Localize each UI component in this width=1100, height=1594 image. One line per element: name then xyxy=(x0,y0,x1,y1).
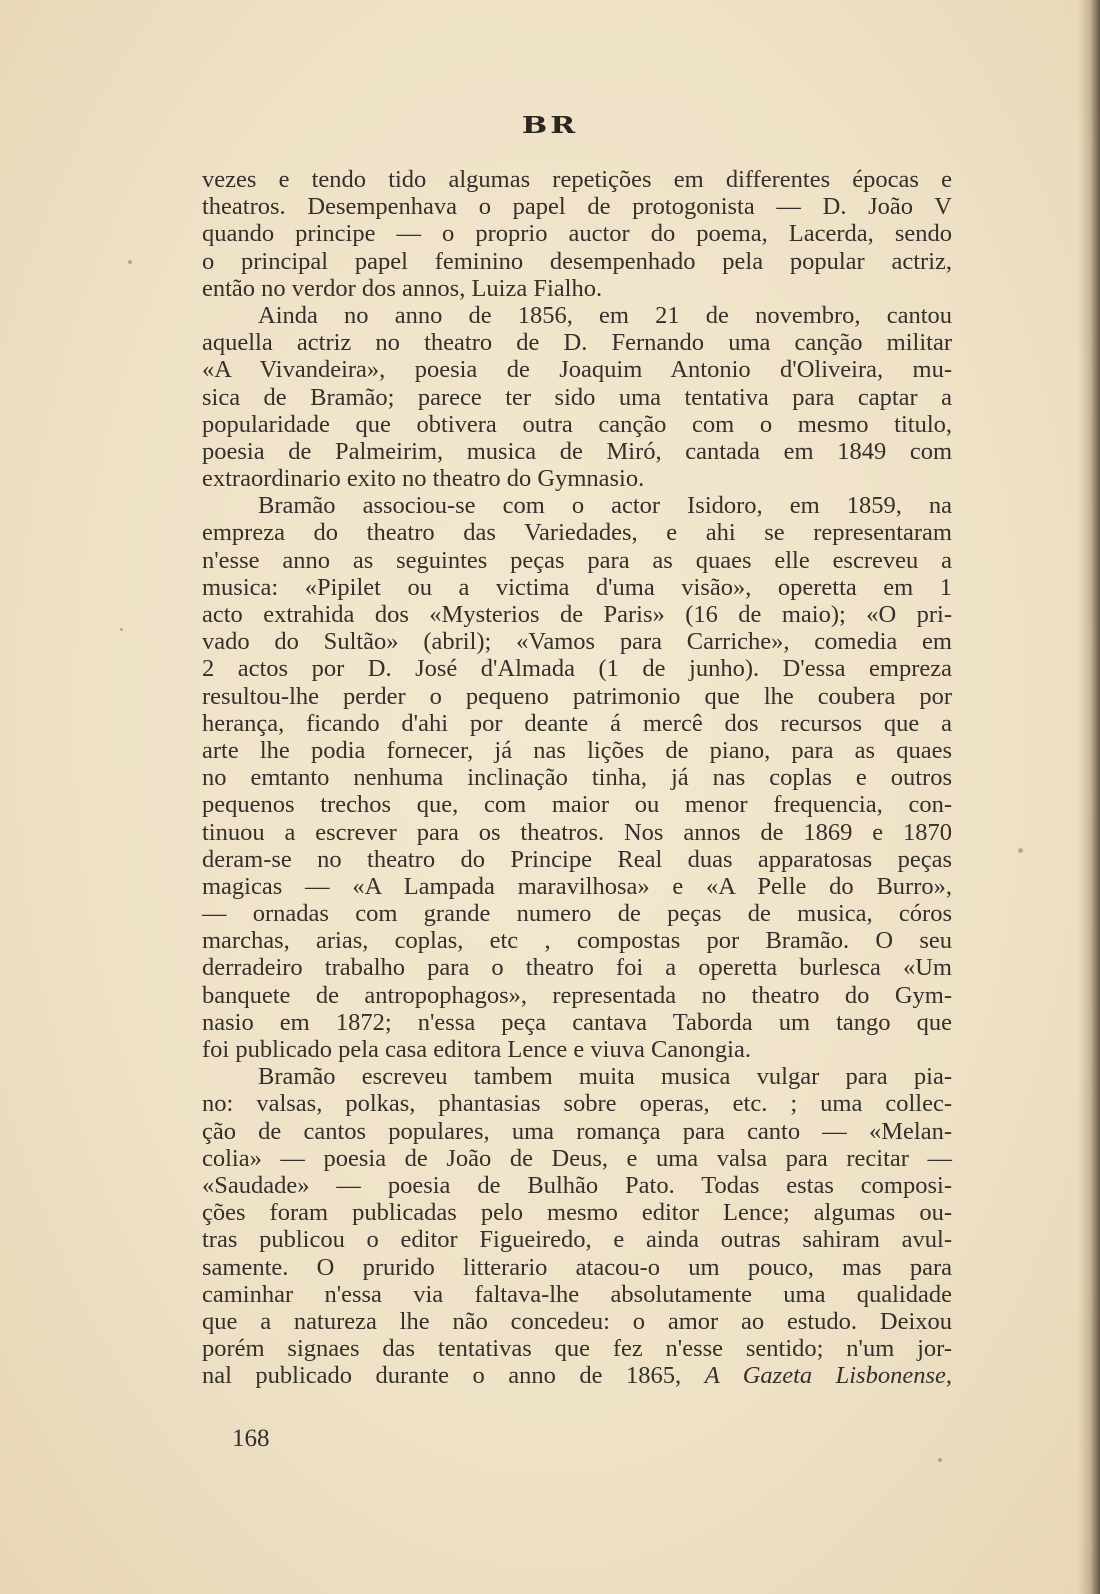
text-line-content: tras publicou o editor Figueiredo, e ainda outras sahiram avul- xyxy=(202,1226,952,1254)
text-line-content: ção de cantos populares, uma romança para canto — «Melan- xyxy=(202,1117,952,1145)
text-line-content: derradeiro trabalho para o theatro foi a operetta burlesca «Um xyxy=(202,954,952,982)
text-line-content: o principal papel feminino desempenhado pela popular actriz, xyxy=(202,247,952,275)
text-line xyxy=(202,1254,952,1281)
page-number: 168 xyxy=(232,1425,270,1452)
text-line xyxy=(202,166,952,193)
text-line xyxy=(202,492,952,519)
text-line-content: nasio em 1872; n'essa peça cantava Taborda um tango que xyxy=(202,1008,952,1036)
text-line xyxy=(202,302,952,329)
paper-speck xyxy=(1018,848,1023,853)
text-line xyxy=(202,982,952,1009)
text-line xyxy=(202,764,952,791)
text-line xyxy=(202,1063,952,1090)
text-line-content: «A Vivandeira», poesia de Joaquim Antonio d'Oliveira, mu- xyxy=(202,356,952,384)
text-line-content: empreza do theatro das Variedades, e ahi se representaram xyxy=(202,519,952,547)
text-line xyxy=(202,710,952,737)
text-line xyxy=(202,1335,952,1362)
text-line xyxy=(202,1199,952,1226)
text-line-content: n'esse anno as seguintes peças para as quaes elle escreveu a xyxy=(202,546,952,574)
text-line-content: 2 actos por D. José d'Almada (1 de junho). D'essa empreza xyxy=(202,655,952,683)
italic-title: A Gazeta Lisbonense, xyxy=(704,1362,953,1390)
text-line-content: porém signaes das tentativas que fez n'esse sentido; n'um jor- xyxy=(202,1335,952,1363)
text-line-content: vado do Sultão» (abril); «Vamos para Carriche», comedia em xyxy=(202,628,952,656)
text-line-content: no emtanto nenhuma inclinação tinha, já nas coplas e outros xyxy=(202,764,952,792)
text-line-content: quando principe — o proprio auctor do poema, Lacerda, sendo xyxy=(202,220,952,248)
text-line-content: herança, ficando d'ahi por deante á mercê dos recursos que a xyxy=(202,709,952,737)
text-line-content: colia» — poesia de João de Deus, e uma valsa para recitar — xyxy=(202,1144,952,1172)
text-line-content: extraordinario exito no theatro do Gymnasio. xyxy=(202,465,645,493)
text-line xyxy=(202,1362,952,1389)
text-line xyxy=(202,193,952,220)
text-line-content: «Saudade» — poesia de Bulhão Pato. Todas estas composi- xyxy=(202,1171,952,1199)
text-line-content: acto extrahida dos «Mysterios de Paris» (16 de maio); «O pri- xyxy=(202,601,952,628)
text-line-content: — ornadas com grande numero de peças de musica, córos xyxy=(202,900,952,928)
text-line-content: samente. O prurido litterario atacou-o um pouco, mas para xyxy=(202,1253,952,1281)
text-line-content: aquella actriz no theatro de D. Fernando uma canção militar xyxy=(202,329,952,357)
text-line xyxy=(202,628,952,655)
text-line xyxy=(202,846,952,873)
text-line xyxy=(202,1118,952,1145)
text-line-content: caminhar n'essa via faltava-lhe absolutamente uma qualidade xyxy=(202,1280,952,1308)
text-line-content: magicas — «A Lampada maravilhosa» e «A Pelle do Burro», xyxy=(202,872,952,900)
text-line xyxy=(202,1281,952,1308)
text-line xyxy=(202,547,952,574)
text-line-content: resultou-lhe perder o pequeno patrimonio que lhe coubera por xyxy=(202,682,952,710)
text-line-content: pequenos trechos que, com maior ou menor frequencia, con- xyxy=(202,791,952,819)
paper-speck xyxy=(128,260,132,264)
text-line xyxy=(202,655,952,682)
text-line xyxy=(202,927,952,954)
text-line-content: banquete de antropophagos», representada no theatro do Gym- xyxy=(202,981,952,1009)
text-line-content: poesia de Palmeirim, musica de Miró, cantada em 1849 com xyxy=(202,437,952,465)
text-line xyxy=(202,1145,952,1172)
text-line xyxy=(202,1090,952,1117)
text-line-content: ções foram publicadas pelo mesmo editor Lence; algumas ou- xyxy=(202,1199,952,1227)
text-line-content: no: valsas, polkas, phantasias sobre operas, etc. ; uma collec- xyxy=(202,1090,952,1118)
body-text xyxy=(202,166,952,1389)
text-line xyxy=(202,465,952,492)
text-line xyxy=(202,1308,952,1335)
text-line-content: tinuou a escrever para os theatros. Nos annos de 1869 e 1870 xyxy=(202,818,952,846)
text-line-content: Ainda no anno de 1856, em 21 de novembro, cantou xyxy=(258,301,952,329)
text-line-content: vezes e tendo tido algumas repetições em differentes épocas e xyxy=(202,166,952,193)
text-line xyxy=(202,356,952,383)
text-line xyxy=(202,1009,952,1036)
text-line xyxy=(202,519,952,546)
paper-speck xyxy=(120,628,123,631)
text-line-content: nal publicado durante o anno de 1865, xyxy=(202,1362,682,1390)
text-line-content: Bramão associou-se com o actor Isidoro, em 1859, na xyxy=(258,492,952,520)
text-line xyxy=(202,683,952,710)
text-line-content: Bramão escreveu tambem muita musica vulgar para pia- xyxy=(258,1063,952,1091)
text-line-content: marchas, arias, coplas, etc , compostas por Bramão. O seu xyxy=(202,927,952,955)
text-line xyxy=(202,601,952,628)
text-line xyxy=(202,737,952,764)
text-line xyxy=(202,1172,952,1199)
text-line xyxy=(202,1036,952,1063)
paper-speck xyxy=(938,1458,942,1462)
text-line xyxy=(202,275,952,302)
text-line xyxy=(202,384,952,411)
text-line-content: popularidade que obtivera outra canção com o mesmo titulo, xyxy=(202,410,952,438)
running-head: BR xyxy=(521,111,579,140)
text-line-content: então no verdor dos annos, Luiza Fialho. xyxy=(202,274,603,302)
text-line xyxy=(202,329,952,356)
text-line-content: foi publicado pela casa editora Lence e viuva Canongia. xyxy=(202,1036,751,1063)
text-line xyxy=(202,1226,952,1253)
page-edge-shadow xyxy=(1078,0,1100,1594)
text-line xyxy=(202,873,952,900)
text-line-content: theatros. Desempenhava o papel de protogonista — D. João V xyxy=(202,193,952,221)
text-line-content: sica de Bramão; parece ter sido uma tentativa para captar a xyxy=(202,383,952,411)
text-line xyxy=(202,438,952,465)
text-line xyxy=(202,574,952,601)
text-line xyxy=(202,954,952,981)
text-line-content: arte lhe podia fornecer, já nas lições de piano, para as quaes xyxy=(202,736,952,764)
text-line-content: musica: «Pipilet ou a victima d'uma visão», operetta em 1 xyxy=(202,573,952,601)
text-line-content: que a natureza lhe não concedeu: o amor ao estudo. Deixou xyxy=(202,1307,952,1335)
text-line xyxy=(202,819,952,846)
text-line xyxy=(202,248,952,275)
text-line xyxy=(202,791,952,818)
text-line xyxy=(202,220,952,247)
text-line-content: deram-se no theatro do Principe Real duas apparatosas peças xyxy=(202,845,952,873)
text-line xyxy=(202,900,952,927)
text-line xyxy=(202,411,952,438)
